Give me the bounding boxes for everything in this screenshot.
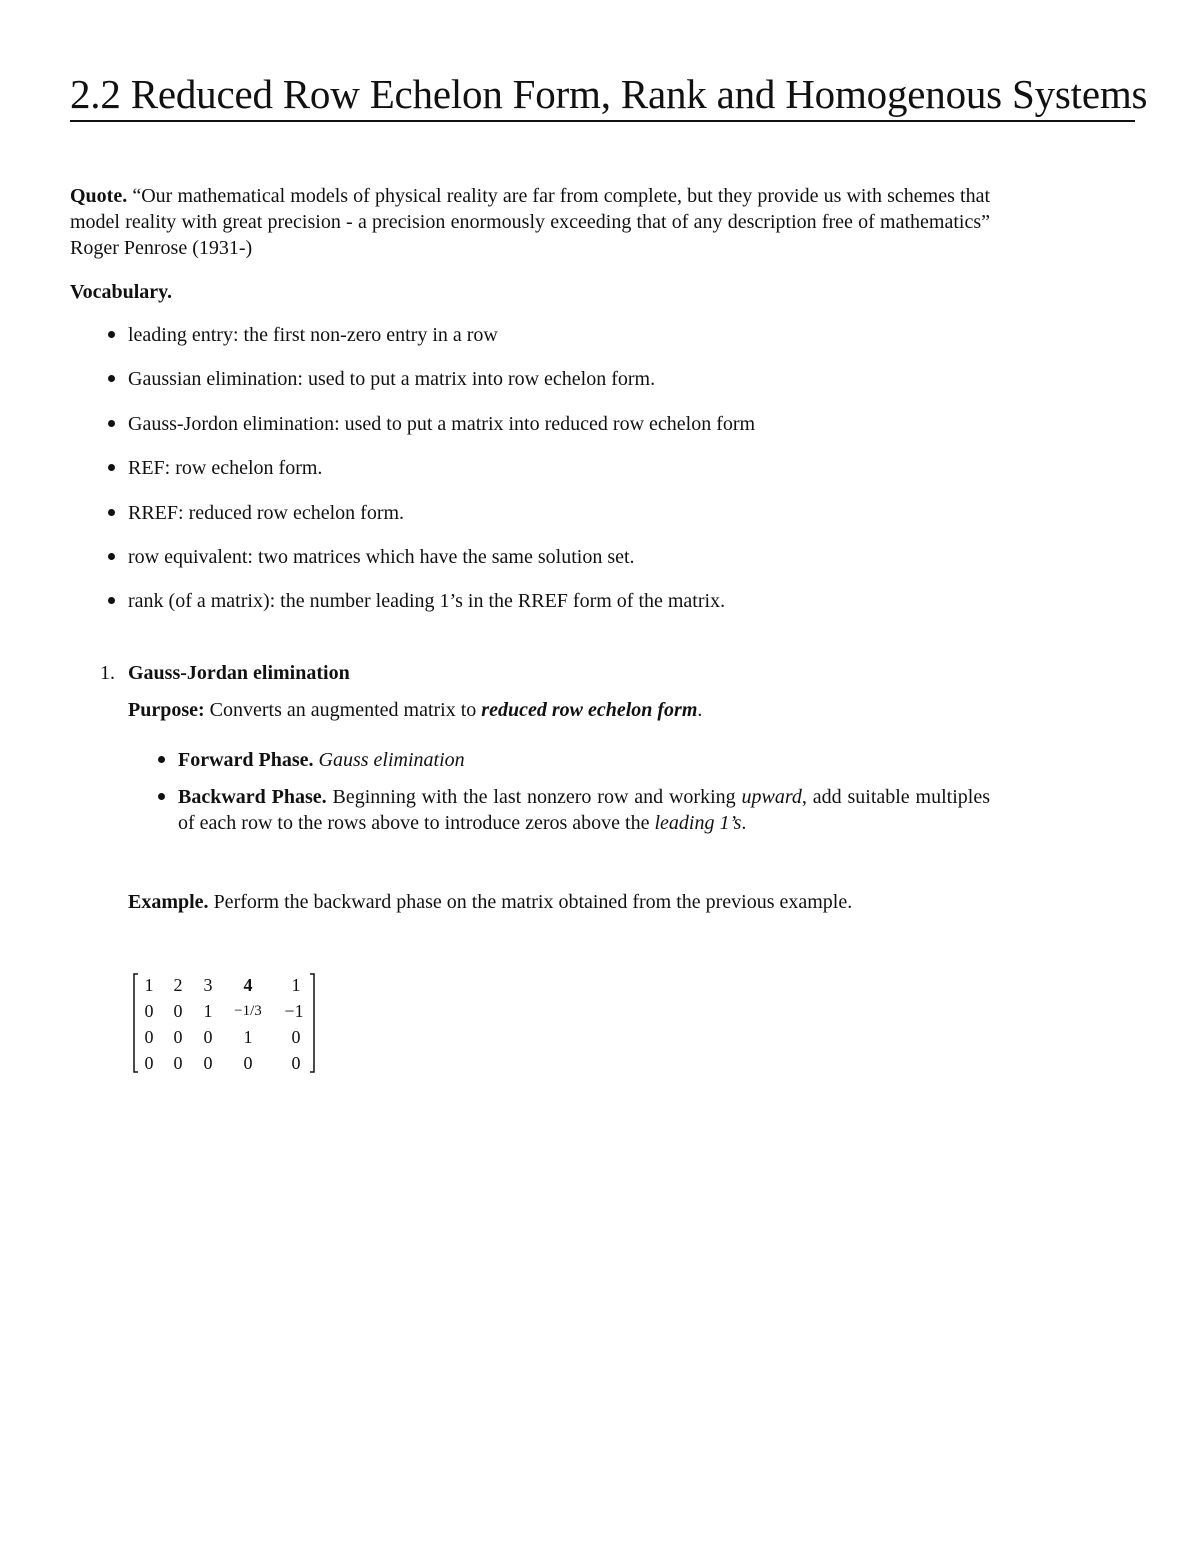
matrix-cell: 0: [173, 1027, 183, 1047]
purpose-label: Purpose:: [128, 699, 205, 721]
example-text: Perform the backward phase on the matrix obtained from the previous example.: [213, 891, 853, 913]
example-label: Example.: [128, 891, 209, 913]
example-line: [128, 889, 852, 915]
vocabulary-list: [70, 322, 1020, 633]
quote-text: “Our mathematical models of physical reality are far from complete, but they provide us with schemes that model reality with great precision - a precision enormously exceeding that of any description free of mathematics” Roger Penrose (1931-): [70, 185, 990, 259]
section-number: 1.: [100, 662, 115, 684]
backward-phase-emphasis-2: leading 1’s: [654, 812, 742, 834]
matrix-cell: 3: [203, 975, 213, 995]
matrix-cell: 0: [144, 1053, 154, 1073]
purpose-end: .: [697, 699, 703, 721]
vocab-item-text: Gauss-Jordon elimination: used to put a matrix into reduced row echelon form: [128, 412, 756, 435]
bullet-icon: [108, 420, 115, 427]
matrix-cell: 1: [291, 975, 301, 995]
matrix-cell: 0: [243, 1053, 253, 1073]
matrix-cell: 0: [291, 1027, 301, 1047]
vocab-item-text: REF: row echelon form.: [128, 457, 323, 480]
matrix-cell: 0: [203, 1027, 213, 1047]
purpose-text: Converts an augmented matrix to: [209, 699, 477, 721]
list-item: [70, 366, 1020, 410]
matrix-cell: −1/3: [234, 1003, 262, 1019]
backward-phase-text-2: , add suitable multiples of each row to the rows above to introduce zeros above the: [178, 786, 990, 834]
matrix-cell: 0: [173, 1001, 183, 1021]
vocab-item-text: rank (of a matrix): the number leading 1’s in the RREF form of the matrix.: [128, 590, 726, 613]
purpose-line: [128, 697, 702, 723]
matrix-cell: 0: [144, 1027, 154, 1047]
matrix-cell: 1: [144, 975, 154, 995]
forward-phase-item: [128, 747, 990, 784]
matrix: [130, 970, 320, 1076]
vocab-item-text: Gaussian elimination: used to put a matrix into row echelon form.: [128, 368, 656, 391]
bullet-icon: [108, 331, 115, 338]
bullet-icon: [108, 597, 115, 604]
backward-phase-item: [128, 784, 990, 836]
bullet-icon: [108, 375, 115, 382]
matrix-cell: 0: [144, 1001, 154, 1021]
section-title: Gauss-Jordan elimination: [128, 662, 350, 684]
matrix-cell: −1: [284, 1001, 304, 1021]
forward-phase-label: Forward Phase.: [178, 749, 314, 771]
phase-list: [128, 747, 990, 836]
page-title: 2.2 Reduced Row Echelon Form, Rank and Homogenous Systems: [70, 71, 1148, 117]
matrix-cell: 1: [243, 1027, 253, 1047]
list-item: [70, 544, 1020, 588]
matrix-cell: 0: [203, 1053, 213, 1073]
bullet-icon: [158, 756, 165, 763]
vocabulary-heading: Vocabulary.: [70, 281, 173, 303]
list-item: [70, 588, 1020, 632]
quote-paragraph: [70, 183, 990, 261]
backward-phase-end: .: [741, 812, 747, 834]
bullet-icon: [108, 464, 115, 471]
title-rule: [70, 120, 1135, 122]
quote-label: Quote.: [70, 185, 128, 207]
vocab-item-text: RREF: reduced row echelon form.: [128, 501, 405, 524]
matrix-cell: 1: [203, 1001, 213, 1021]
bullet-icon: [108, 509, 115, 516]
list-item: [70, 500, 1020, 544]
list-item: [70, 411, 1020, 455]
backward-phase-label: Backward Phase.: [178, 786, 327, 808]
vocab-item-text: leading entry: the first non-zero entry in a row: [128, 324, 498, 346]
matrix-cell: 0: [291, 1053, 301, 1073]
forward-phase-text: Gauss elimination: [318, 749, 465, 771]
right-bracket: [310, 974, 314, 1072]
list-item: [70, 322, 1020, 366]
backward-phase-emphasis-1: upward: [741, 786, 802, 808]
bullet-icon: [108, 553, 115, 560]
matrix-cell: 2: [173, 975, 183, 995]
backward-phase-text-1: Beginning with the last nonzero row and working: [332, 786, 736, 808]
purpose-emphasis: reduced row echelon form: [481, 699, 698, 721]
matrix-cell: 4: [243, 975, 253, 995]
matrix-cell: 0: [173, 1053, 183, 1073]
vocab-item-text: row equivalent: two matrices which have the same solution set.: [128, 545, 635, 568]
bullet-icon: [158, 793, 165, 800]
list-item: [70, 455, 1020, 499]
